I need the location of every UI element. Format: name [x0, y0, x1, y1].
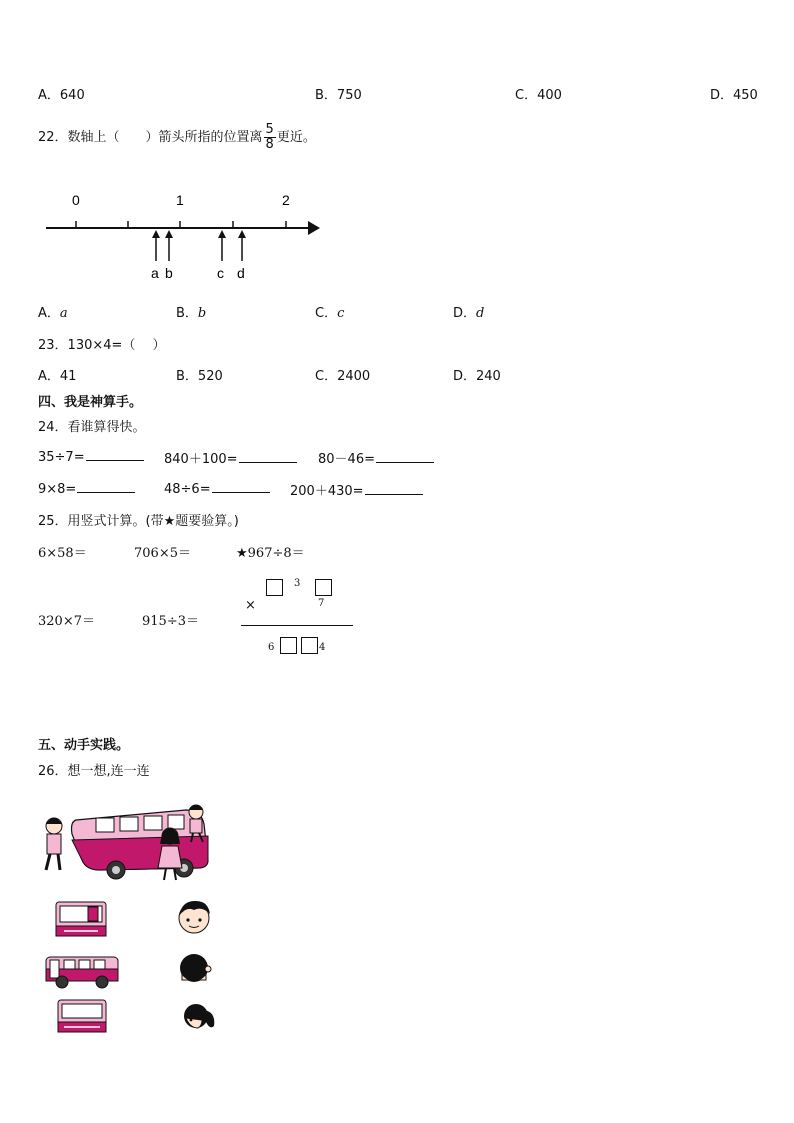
axis-label-0: 0 — [72, 192, 80, 208]
bus-side-view-icon — [44, 953, 120, 991]
q24-item-5: 48÷6= — [164, 480, 270, 497]
q24-item-2: 840＋100= — [164, 448, 297, 467]
answer-blank[interactable] — [212, 480, 270, 493]
times-sign: × — [245, 598, 256, 613]
answer-blank[interactable] — [77, 480, 135, 493]
axis-arrowhead — [308, 221, 320, 235]
answer-blank[interactable] — [376, 450, 434, 463]
girl-head-icon — [178, 998, 220, 1034]
answer-blank[interactable] — [86, 448, 144, 461]
digit-box-result-2[interactable] — [301, 637, 318, 654]
q23-option-b: B．520 — [176, 369, 223, 384]
q21-option-d: D．450 — [710, 88, 758, 103]
number-line — [0, 185, 340, 285]
q22-option-c: C．c — [315, 306, 345, 321]
bus-back-view-icon — [54, 900, 110, 940]
arrow-label-d: d — [237, 265, 245, 281]
q23-option-c: C．2400 — [315, 369, 371, 384]
result-first-digit: 6 — [268, 642, 275, 653]
q24-item-4: 9×8= — [38, 480, 135, 497]
q22-option-b: B．b — [176, 306, 207, 321]
digit-box-top-left[interactable] — [266, 579, 283, 596]
q22-option-d: D．d — [453, 306, 485, 321]
answer-blank[interactable] — [365, 482, 423, 495]
q21-option-a: A．640 — [38, 88, 85, 103]
q24-stem: 24．看谁算得快。 — [38, 420, 146, 435]
q25-item-5: 915÷3＝ — [142, 614, 199, 629]
axis-label-1: 1 — [176, 192, 184, 208]
arrow-label-a: a — [151, 265, 159, 281]
arrow-b — [165, 230, 173, 261]
vertical-result-line — [241, 625, 353, 626]
multiplier-digit: 7 — [318, 598, 325, 609]
q25-item-1: 6×58＝ — [38, 546, 87, 561]
arrow-d — [238, 230, 246, 261]
q23-stem: 23．130×4=（ ） — [38, 338, 166, 353]
arrow-label-b: b — [165, 265, 173, 281]
q23-option-d: D．240 — [453, 369, 501, 384]
axis-label-2: 2 — [282, 192, 290, 208]
bus-front-view-icon — [56, 998, 110, 1036]
q21-option-b: B．750 — [315, 88, 362, 103]
section-4-heading: 四、我是神算手。 — [38, 395, 143, 410]
arrow-a — [152, 230, 160, 261]
q24-item-3: 80－46= — [318, 448, 434, 467]
boy-face-icon — [174, 896, 214, 936]
bus-scene-illustration — [36, 800, 216, 882]
boy-back-head-icon — [176, 950, 214, 986]
q22-stem: 22．数轴上（ ）箭头所指的位置离 $\frac{5}{8}$ 更近。 — [38, 122, 316, 152]
q22-option-a: A．a — [38, 306, 68, 321]
q25-item-2: 706×5＝ — [134, 546, 191, 561]
digit-box-top-right[interactable] — [315, 579, 332, 596]
q25-item-3: ★967÷8＝ — [236, 546, 305, 561]
q24-item-6: 200＋430= — [290, 480, 423, 499]
q23-option-a: A．41 — [38, 369, 77, 384]
fraction-five-eighths: $\frac{5}{8}$ — [265, 122, 274, 152]
answer-blank[interactable] — [239, 450, 297, 463]
result-last-digit: 4 — [319, 642, 326, 653]
q25-item-4: 320×7＝ — [38, 614, 95, 629]
q26-stem: 26．想一想,连一连 — [38, 764, 150, 779]
q25-stem: 25．用竖式计算。(带★题要验算。) — [38, 514, 239, 529]
arrow-label-c: c — [217, 265, 224, 281]
digit-box-result-1[interactable] — [280, 637, 297, 654]
arrow-c — [218, 230, 226, 261]
q21-option-c: C．400 — [515, 88, 562, 103]
digit-top-middle: 3 — [294, 578, 301, 589]
section-5-heading: 五、动手实践。 — [38, 738, 130, 753]
q24-item-1: 35÷7= — [38, 448, 144, 465]
